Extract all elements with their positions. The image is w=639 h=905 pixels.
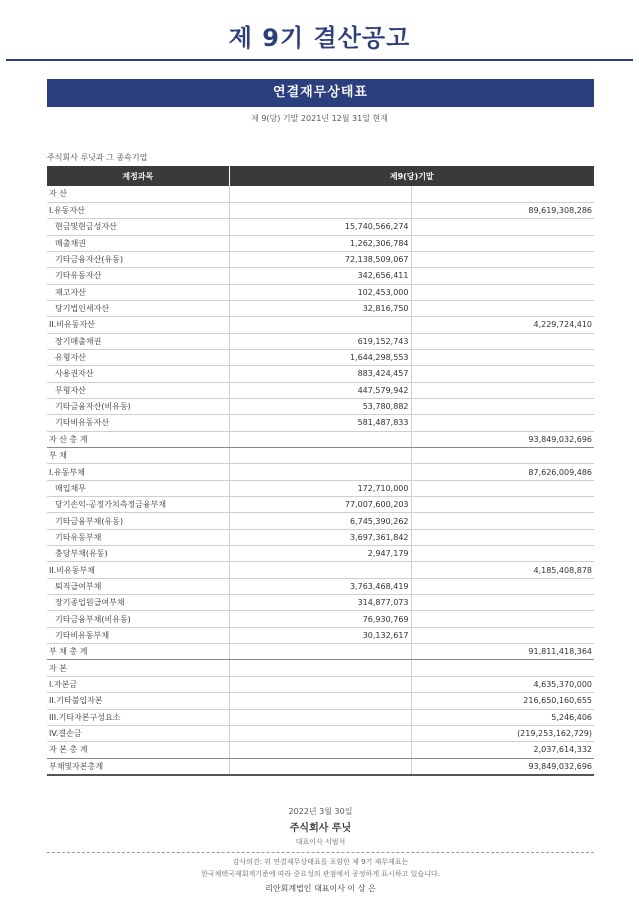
- table-row: [47, 709, 594, 725]
- detail-amount: 1,644,298,553: [229, 349, 411, 365]
- table-row: [47, 742, 594, 758]
- table-row: [47, 529, 594, 545]
- account-label: 기타유동자산: [47, 268, 229, 284]
- table-row: [47, 186, 594, 202]
- account-label: 장기종업원급여부채: [47, 595, 229, 611]
- table-row: [47, 660, 594, 676]
- subtotal-amount: [411, 546, 594, 562]
- subtotal-amount: (219,253,162,729): [411, 725, 594, 741]
- account-label: II.기타불입자본: [47, 693, 229, 709]
- account-label: 자 산 총 계: [47, 431, 229, 447]
- account-label: 기타비유동부채: [47, 627, 229, 643]
- detail-amount: [229, 186, 411, 202]
- subtotal-amount: [411, 219, 594, 235]
- detail-amount: 314,877,073: [229, 595, 411, 611]
- account-label: 충당부채(유동): [47, 546, 229, 562]
- subtotal-amount: 89,619,308,286: [411, 202, 594, 218]
- subtotal-amount: 93,849,032,696: [411, 431, 594, 447]
- table-row: [47, 333, 594, 349]
- account-label: 재고자산: [47, 284, 229, 300]
- column-header-account: 계정과목: [47, 166, 229, 186]
- account-label: II.비유동자산: [47, 317, 229, 333]
- detail-amount: [229, 431, 411, 447]
- detail-amount: 30,132,617: [229, 627, 411, 643]
- table-row: [47, 284, 594, 300]
- subtotal-amount: 5,246,406: [411, 709, 594, 725]
- table-row: [47, 627, 594, 643]
- company-line: 주식회사 루닛과 그 종속기업: [47, 153, 148, 162]
- balance-sheet-table: [47, 166, 594, 776]
- table-body: [47, 186, 594, 775]
- subtotal-amount: [411, 595, 594, 611]
- footer-divider: [47, 852, 594, 853]
- subtotal-amount: [411, 497, 594, 513]
- subtotal-amount: [411, 333, 594, 349]
- detail-amount: 1,262,306,784: [229, 235, 411, 251]
- account-label: I.자본금: [47, 676, 229, 692]
- account-label: 유형자산: [47, 349, 229, 365]
- subtotal-amount: [411, 578, 594, 594]
- detail-amount: [229, 464, 411, 480]
- detail-amount: 447,579,942: [229, 382, 411, 398]
- account-label: 장기매출채권: [47, 333, 229, 349]
- audit-opinion-line1: 감사의견: 위 연결재무상태표를 포함한 제 9기 재무제표는: [232, 858, 409, 866]
- detail-amount: 581,487,833: [229, 415, 411, 431]
- table-row: [47, 562, 594, 578]
- account-label: 무형자산: [47, 382, 229, 398]
- account-label: 부 채: [47, 448, 229, 464]
- detail-amount: 619,152,743: [229, 333, 411, 349]
- account-label: 기타금융부채(유동): [47, 513, 229, 529]
- reporting-period: 제 9(당) 기말 2021년 12월 31일 현재: [251, 114, 388, 123]
- table-row: [47, 676, 594, 692]
- footer-auditor: 리안회계법인 대표이사 이 상 은: [265, 884, 376, 893]
- subtotal-amount: [411, 186, 594, 202]
- subtotal-amount: [411, 611, 594, 627]
- detail-amount: [229, 644, 411, 660]
- subtotal-amount: [411, 300, 594, 316]
- column-header-period: 제9(당)기말: [229, 166, 594, 186]
- account-label: 당기손익-공정가치측정금융부채: [47, 497, 229, 513]
- table-row: [47, 366, 594, 382]
- notice-title: 제 9기 결산공고: [228, 24, 411, 52]
- table-row: [47, 644, 594, 660]
- table-row: [47, 415, 594, 431]
- detail-amount: [229, 202, 411, 218]
- table-row: [47, 202, 594, 218]
- account-label: 자 본: [47, 660, 229, 676]
- table-row: [47, 382, 594, 398]
- audit-opinion-line2: 한국채택국제회계기준에 따라 중요성의 관점에서 공정하게 표시하고 있습니다.: [201, 870, 440, 878]
- detail-amount: 72,138,509,067: [229, 251, 411, 267]
- table-row: [47, 578, 594, 594]
- table-row: [47, 349, 594, 365]
- subtotal-amount: [411, 627, 594, 643]
- detail-amount: [229, 709, 411, 725]
- table-row: [47, 268, 594, 284]
- footer-company: 주식회사 루닛: [289, 823, 352, 834]
- detail-amount: 32,816,750: [229, 300, 411, 316]
- detail-amount: [229, 725, 411, 741]
- table-row: [47, 513, 594, 529]
- table-row: [47, 693, 594, 709]
- table-row: [47, 611, 594, 627]
- statement-banner: 연결재무상태표: [47, 79, 594, 107]
- title-divider: [6, 59, 633, 61]
- table-row: [47, 595, 594, 611]
- account-label: 부 채 총 계: [47, 644, 229, 660]
- table-row: [47, 758, 594, 775]
- detail-amount: [229, 562, 411, 578]
- subtotal-amount: [411, 268, 594, 284]
- subtotal-amount: 87,626,009,486: [411, 464, 594, 480]
- account-label: 당기법인세자산: [47, 300, 229, 316]
- subtotal-amount: 91,811,418,364: [411, 644, 594, 660]
- subtotal-amount: [411, 660, 594, 676]
- account-label: 현금및현금성자산: [47, 219, 229, 235]
- table-row: [47, 235, 594, 251]
- account-label: II.비유동부채: [47, 562, 229, 578]
- table-row: [47, 317, 594, 333]
- account-label: I.유동자산: [47, 202, 229, 218]
- detail-amount: 342,656,411: [229, 268, 411, 284]
- table-row: [47, 464, 594, 480]
- detail-amount: [229, 448, 411, 464]
- table-row: [47, 546, 594, 562]
- account-label: 매입채무: [47, 480, 229, 496]
- footer: [47, 806, 594, 894]
- subtotal-amount: [411, 235, 594, 251]
- detail-amount: 15,740,566,274: [229, 219, 411, 235]
- detail-amount: [229, 676, 411, 692]
- subtotal-amount: 4,229,724,410: [411, 317, 594, 333]
- account-label: 기타금융자산(비유동): [47, 398, 229, 414]
- detail-amount: 2,947,179: [229, 546, 411, 562]
- table-row: [47, 251, 594, 267]
- table-row: [47, 480, 594, 496]
- subtotal-amount: [411, 284, 594, 300]
- account-label: 퇴직급여부채: [47, 578, 229, 594]
- subtotal-amount: [411, 513, 594, 529]
- account-label: 사용권자산: [47, 366, 229, 382]
- detail-amount: [229, 693, 411, 709]
- footer-ceo: 대표이사 서범석: [295, 838, 346, 846]
- table-row: [47, 431, 594, 447]
- account-label: 자 본 총 계: [47, 742, 229, 758]
- table-row: [47, 300, 594, 316]
- subtotal-amount: 2,037,614,332: [411, 742, 594, 758]
- table-header-row: [47, 166, 594, 186]
- subtotal-amount: 216,650,160,655: [411, 693, 594, 709]
- subtotal-amount: 4,635,370,000: [411, 676, 594, 692]
- subtotal-amount: [411, 251, 594, 267]
- subtotal-amount: [411, 366, 594, 382]
- account-label: 자 산: [47, 186, 229, 202]
- subtotal-amount: [411, 529, 594, 545]
- detail-amount: 883,424,457: [229, 366, 411, 382]
- detail-amount: 102,453,000: [229, 284, 411, 300]
- detail-amount: 77,007,600,203: [229, 497, 411, 513]
- subtotal-amount: [411, 382, 594, 398]
- account-label: I.유동부채: [47, 464, 229, 480]
- account-label: 기타유동부채: [47, 529, 229, 545]
- detail-amount: [229, 660, 411, 676]
- table-row: [47, 219, 594, 235]
- account-label: III.기타자본구성요소: [47, 709, 229, 725]
- table-row: [47, 448, 594, 464]
- subtotal-amount: 4,185,408,878: [411, 562, 594, 578]
- subtotal-amount: [411, 480, 594, 496]
- detail-amount: [229, 317, 411, 333]
- table-row: [47, 497, 594, 513]
- detail-amount: [229, 758, 411, 775]
- detail-amount: 76,930,769: [229, 611, 411, 627]
- detail-amount: 172,710,000: [229, 480, 411, 496]
- detail-amount: [229, 742, 411, 758]
- table-row: [47, 398, 594, 414]
- detail-amount: 53,780,882: [229, 398, 411, 414]
- subtotal-amount: 93,849,032,696: [411, 758, 594, 775]
- detail-amount: 3,697,361,842: [229, 529, 411, 545]
- detail-amount: 3,763,468,419: [229, 578, 411, 594]
- subtotal-amount: [411, 398, 594, 414]
- account-label: 기타금융부채(비유동): [47, 611, 229, 627]
- subtotal-amount: [411, 415, 594, 431]
- account-label: 기타비유동자산: [47, 415, 229, 431]
- subtotal-amount: [411, 349, 594, 365]
- account-label: IV.결손금: [47, 725, 229, 741]
- footer-date: 2022년 3월 30일: [288, 807, 353, 816]
- account-label: 기타금융자산(유동): [47, 251, 229, 267]
- table-row: [47, 725, 594, 741]
- account-label: 매출채권: [47, 235, 229, 251]
- subtotal-amount: [411, 448, 594, 464]
- detail-amount: 6,745,390,262: [229, 513, 411, 529]
- account-label: 부채및자본총계: [47, 758, 229, 775]
